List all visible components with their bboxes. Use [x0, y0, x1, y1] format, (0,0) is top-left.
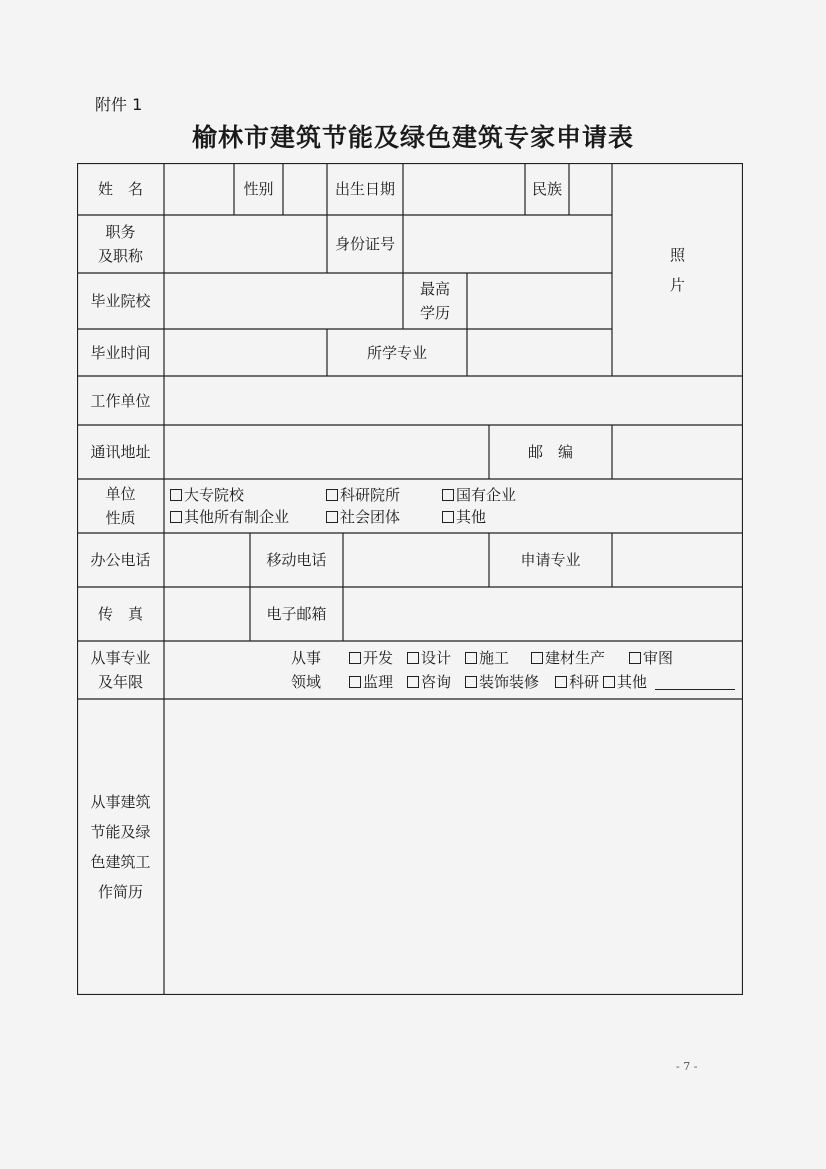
checkbox-icon[interactable] — [531, 652, 543, 664]
graduation-time-field[interactable] — [164, 329, 327, 376]
checkbox-icon[interactable] — [349, 676, 361, 688]
fax-label: 传 真 — [97, 605, 143, 623]
field-option[interactable]: 咨询 — [407, 671, 451, 693]
field-option[interactable]: 审图 — [629, 647, 673, 669]
education-field[interactable] — [467, 273, 612, 329]
photo-area[interactable]: 照 片 — [669, 245, 685, 294]
graduation-time-label: 毕业时间 — [90, 343, 151, 362]
birth-date-label: 出生日期 — [334, 180, 395, 198]
name-label: 姓 名 — [97, 180, 143, 198]
field-option[interactable]: 科研 — [555, 671, 599, 693]
field-option[interactable]: 设计 — [407, 647, 451, 669]
unit-type-label: 单位 性质 — [105, 485, 136, 527]
form-title: 榆林市建筑节能及绿色建筑专家申请表 — [191, 123, 634, 152]
other-field-blank[interactable] — [655, 689, 735, 690]
major-label: 所学专业 — [366, 343, 427, 362]
application-form — [77, 163, 743, 995]
unit-type-options — [164, 479, 743, 533]
email-label: 电子邮箱 — [266, 605, 327, 623]
checkbox-icon[interactable] — [442, 511, 454, 523]
fax-field[interactable] — [164, 587, 250, 641]
school-field[interactable] — [164, 273, 403, 329]
address-field[interactable] — [164, 425, 489, 479]
checkbox-icon[interactable] — [170, 511, 182, 523]
field-option[interactable]: 开发 — [349, 647, 393, 669]
field-options — [343, 641, 743, 699]
unit-type-option[interactable]: 科研院所 — [326, 484, 400, 506]
postcode-field[interactable] — [612, 425, 743, 479]
checkbox-icon[interactable] — [407, 676, 419, 688]
office-phone-field[interactable] — [164, 533, 250, 587]
field-label: 从事 领域 — [290, 649, 321, 691]
postcode-label: 邮 编 — [527, 443, 573, 461]
position-title-label: 职务 及职称 — [97, 223, 143, 265]
field-option[interactable]: 其他 — [603, 671, 647, 693]
checkbox-icon[interactable] — [465, 676, 477, 688]
id-number-label: 身份证号 — [334, 235, 395, 253]
checkbox-icon[interactable] — [407, 652, 419, 664]
major-field[interactable] — [467, 329, 612, 376]
checkbox-icon[interactable] — [170, 489, 182, 501]
unit-type-option[interactable]: 大专院校 — [170, 484, 244, 506]
id-number-field[interactable] — [403, 215, 612, 273]
years-label: 从事专业 及年限 — [90, 649, 151, 691]
mobile-phone-field[interactable] — [343, 533, 489, 587]
ethnicity-field[interactable] — [569, 163, 612, 215]
education-label: 最高 学历 — [419, 280, 450, 322]
unit-type-option[interactable]: 社会团体 — [326, 506, 400, 528]
gender-label: 性别 — [243, 180, 274, 198]
unit-type-option[interactable]: 国有企业 — [442, 484, 516, 506]
field-option[interactable]: 监理 — [349, 671, 393, 693]
unit-type-option[interactable]: 其他所有制企业 — [170, 506, 289, 528]
page-number: - 7 - — [676, 1060, 698, 1073]
checkbox-icon[interactable] — [465, 652, 477, 664]
checkbox-icon[interactable] — [629, 652, 641, 664]
employer-field[interactable] — [164, 376, 743, 425]
position-title-field[interactable] — [164, 215, 327, 273]
checkbox-icon[interactable] — [555, 676, 567, 688]
unit-type-option[interactable]: 其他 — [442, 506, 486, 528]
birth-date-field[interactable] — [403, 163, 525, 215]
name-field[interactable] — [164, 163, 234, 215]
apply-major-field[interactable] — [612, 533, 743, 587]
checkbox-icon[interactable] — [326, 489, 338, 501]
address-label: 通讯地址 — [90, 443, 151, 461]
school-label: 毕业院校 — [90, 292, 151, 310]
checkbox-icon[interactable] — [442, 489, 454, 501]
checkbox-icon[interactable] — [326, 511, 338, 523]
resume-field[interactable] — [164, 699, 743, 995]
apply-major-label: 申请专业 — [520, 551, 581, 569]
gender-field[interactable] — [283, 163, 327, 215]
email-field[interactable] — [343, 587, 743, 641]
employer-label: 工作单位 — [90, 391, 151, 410]
field-option[interactable]: 施工 — [465, 647, 509, 669]
resume-label: 从事建筑 节能及绿 色建筑工 作简历 — [90, 793, 151, 901]
checkbox-icon[interactable] — [603, 676, 615, 688]
mobile-phone-label: 移动电话 — [266, 551, 327, 569]
years-field[interactable] — [164, 641, 250, 699]
checkbox-icon[interactable] — [349, 652, 361, 664]
field-option[interactable]: 装饰装修 — [465, 671, 539, 693]
office-phone-label: 办公电话 — [90, 551, 151, 569]
ethnicity-label: 民族 — [531, 180, 562, 198]
field-option[interactable]: 建材生产 — [531, 647, 605, 669]
attachment-label: 附件 1 — [95, 95, 143, 114]
